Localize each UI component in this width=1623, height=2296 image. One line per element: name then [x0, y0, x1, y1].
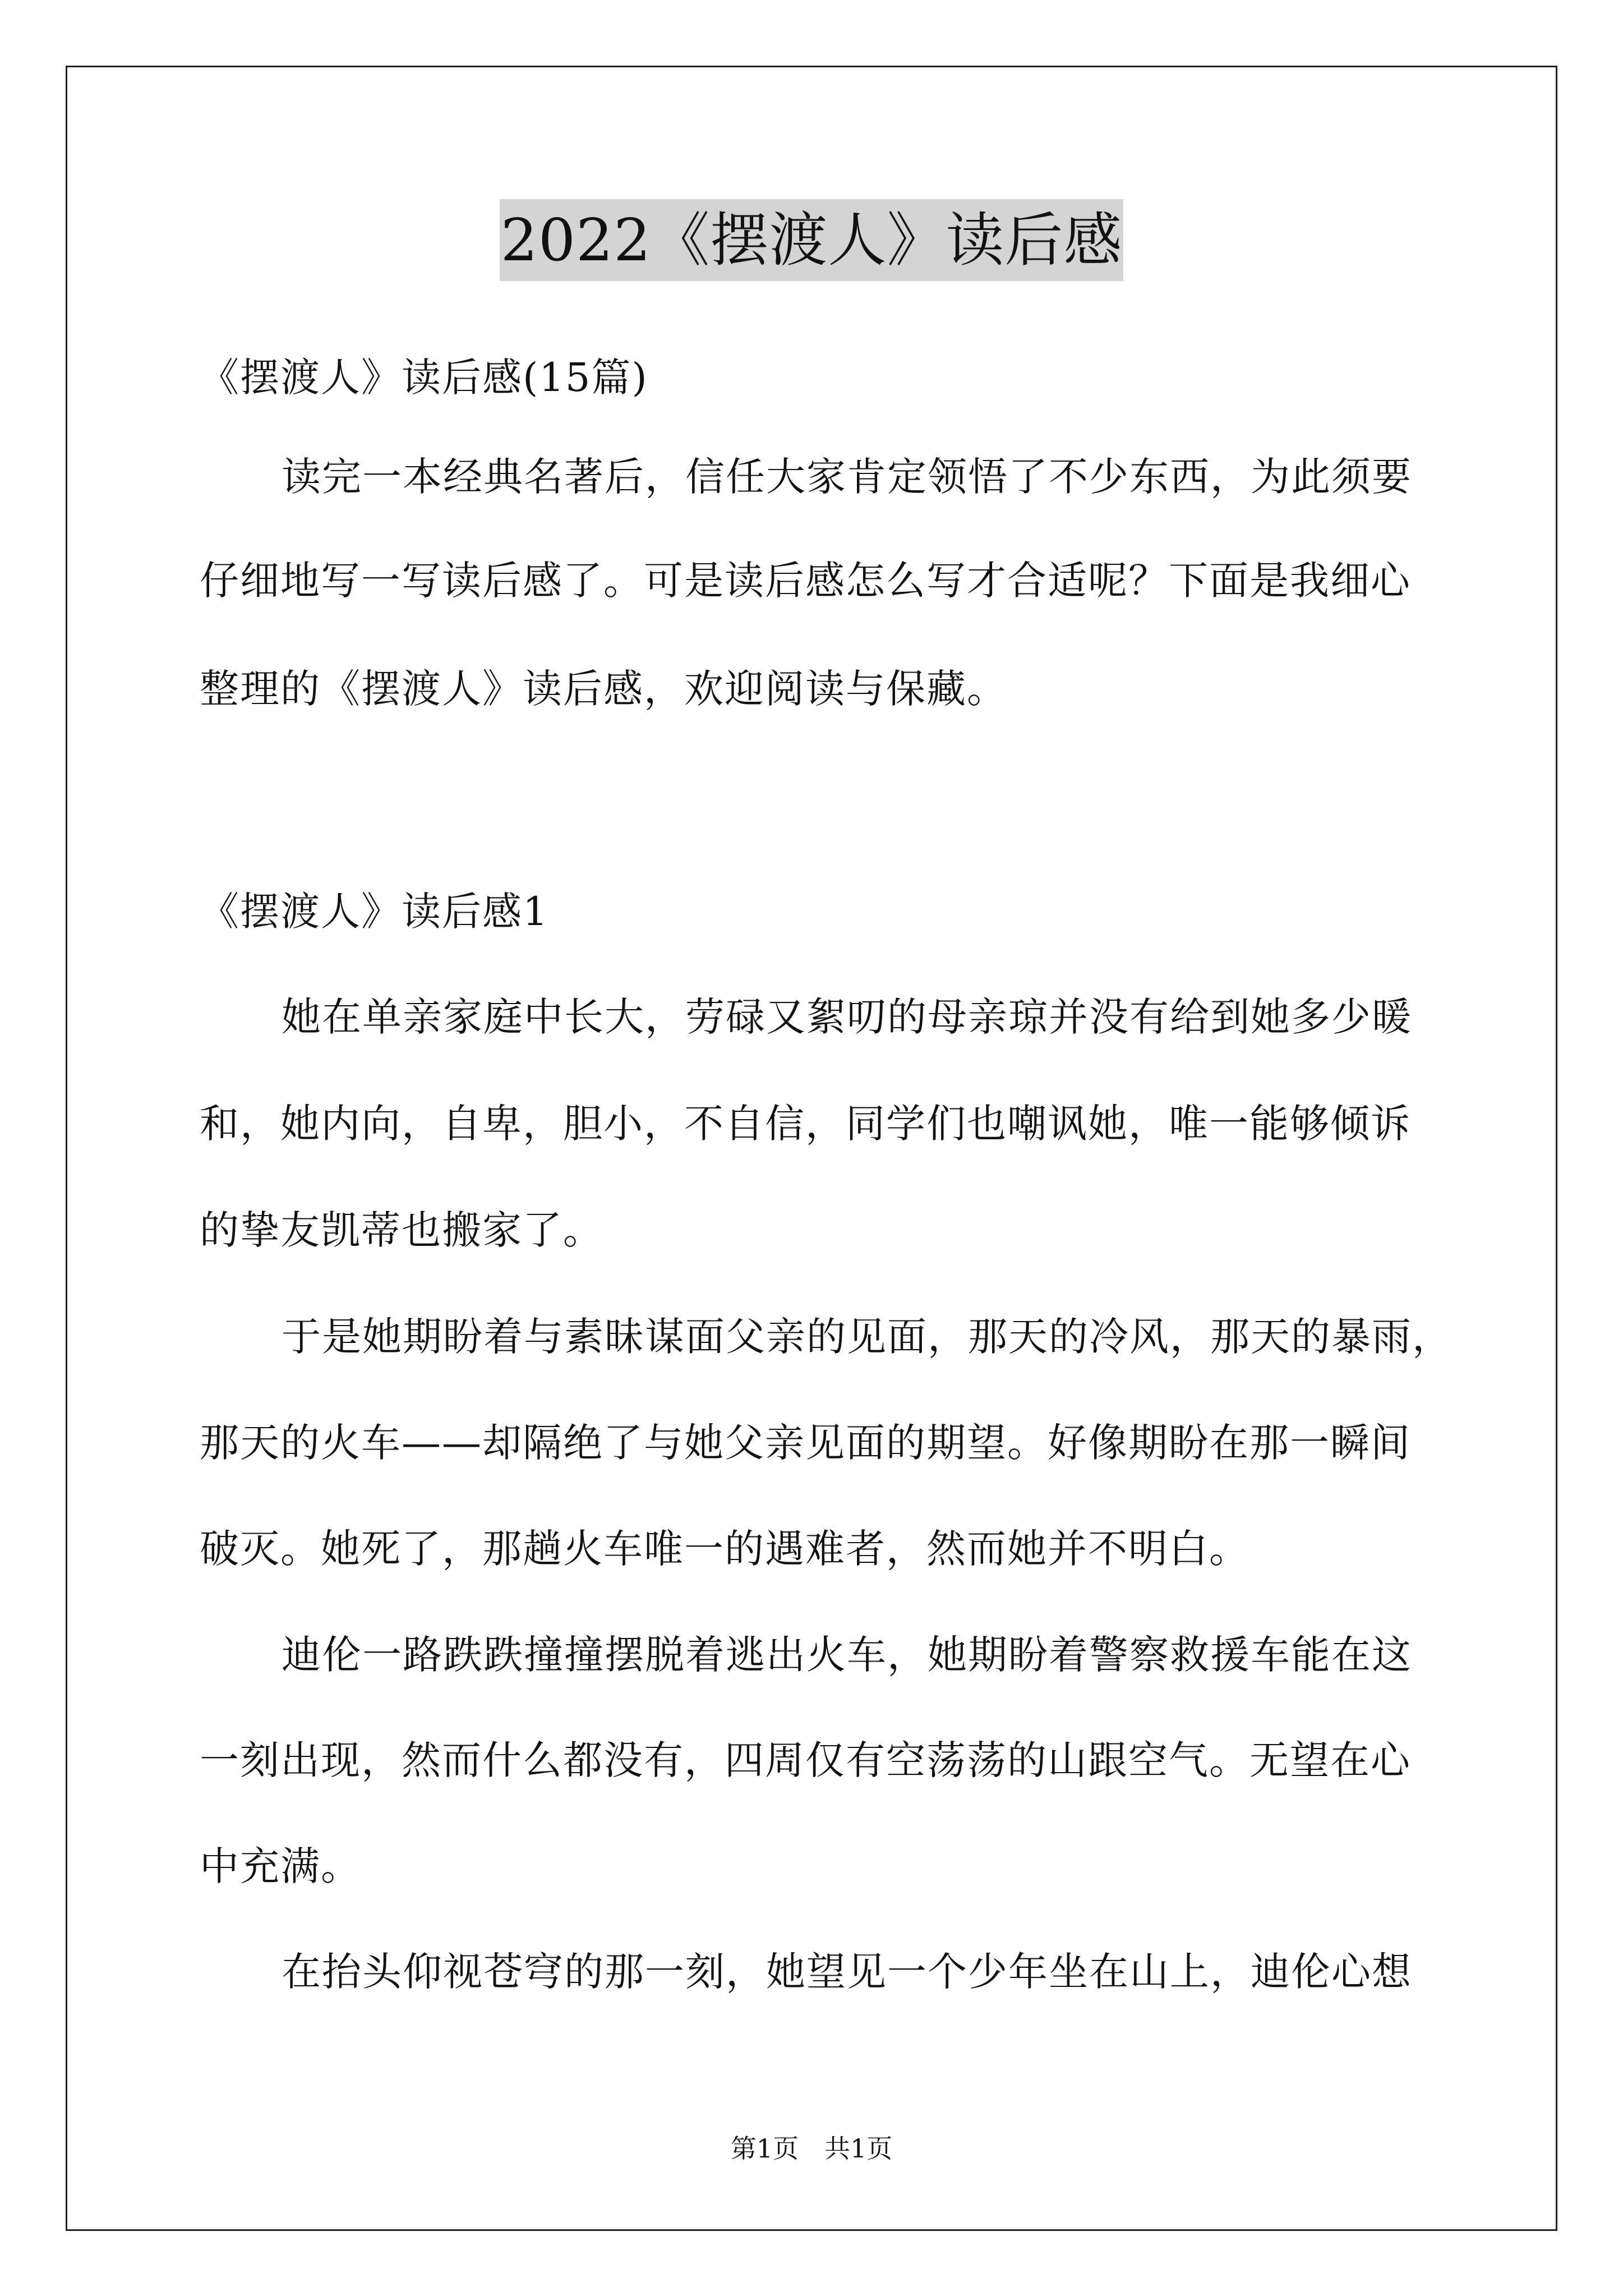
paragraph-1-line-2: 和，她内向，自卑，胆小，不自信，同学们也嘲讽她，唯一能够倾诉 [200, 1101, 1411, 1147]
intro-line-1: 读完一本经典名著后，信任大家肯定领悟了不少东西，为此须要 [282, 454, 1412, 500]
document-title: 2022《摆渡人》读后感 [500, 199, 1124, 281]
document-subtitle: 《摆渡人》读后感(15篇) [200, 355, 648, 401]
paragraph-4-line-1: 在抬头仰视苍穹的那一刻，她望见一个少年坐在山上，迪伦心想 [282, 1949, 1412, 1995]
paragraph-3-line-1: 迪伦一路跌跌撞撞摆脱着逃出火车，她期盼着警察救援车能在这 [282, 1632, 1412, 1678]
paragraph-3-line-3: 中充满。 [200, 1843, 361, 1889]
paragraph-1-line-1: 她在单亲家庭中长大，劳碌又絮叨的母亲琼并没有给到她多少暖 [282, 994, 1412, 1040]
intro-line-2: 仔细地写一写读后感了。可是读后感怎么写才合适呢？下面是我细心 [200, 558, 1411, 604]
paragraph-1-line-3: 的挚友凯蒂也搬家了。 [200, 1207, 603, 1253]
paragraph-2-line-3: 破灭。她死了，那趟火车唯一的遇难者，然而她并不明白。 [200, 1526, 1249, 1572]
section-heading: 《摆渡人》读后感1 [200, 889, 549, 935]
paragraph-3-line-2: 一刻出现，然而什么都没有，四周仅有空荡荡的山跟空气。无望在心 [200, 1737, 1411, 1783]
paragraph-2-line-2: 那天的火车——却隔绝了与她父亲见面的期望。好像期盼在那一瞬间 [200, 1420, 1411, 1466]
paragraph-2-line-1: 于是她期盼着与素昧谋面父亲的见面，那天的冷风，那天的暴雨， [282, 1314, 1453, 1360]
title-container [0, 199, 1623, 281]
page-footer: 第1页 共1页 [730, 2133, 893, 2164]
intro-line-3: 整理的《摆渡人》读后感，欢迎阅读与保藏。 [200, 666, 1007, 712]
